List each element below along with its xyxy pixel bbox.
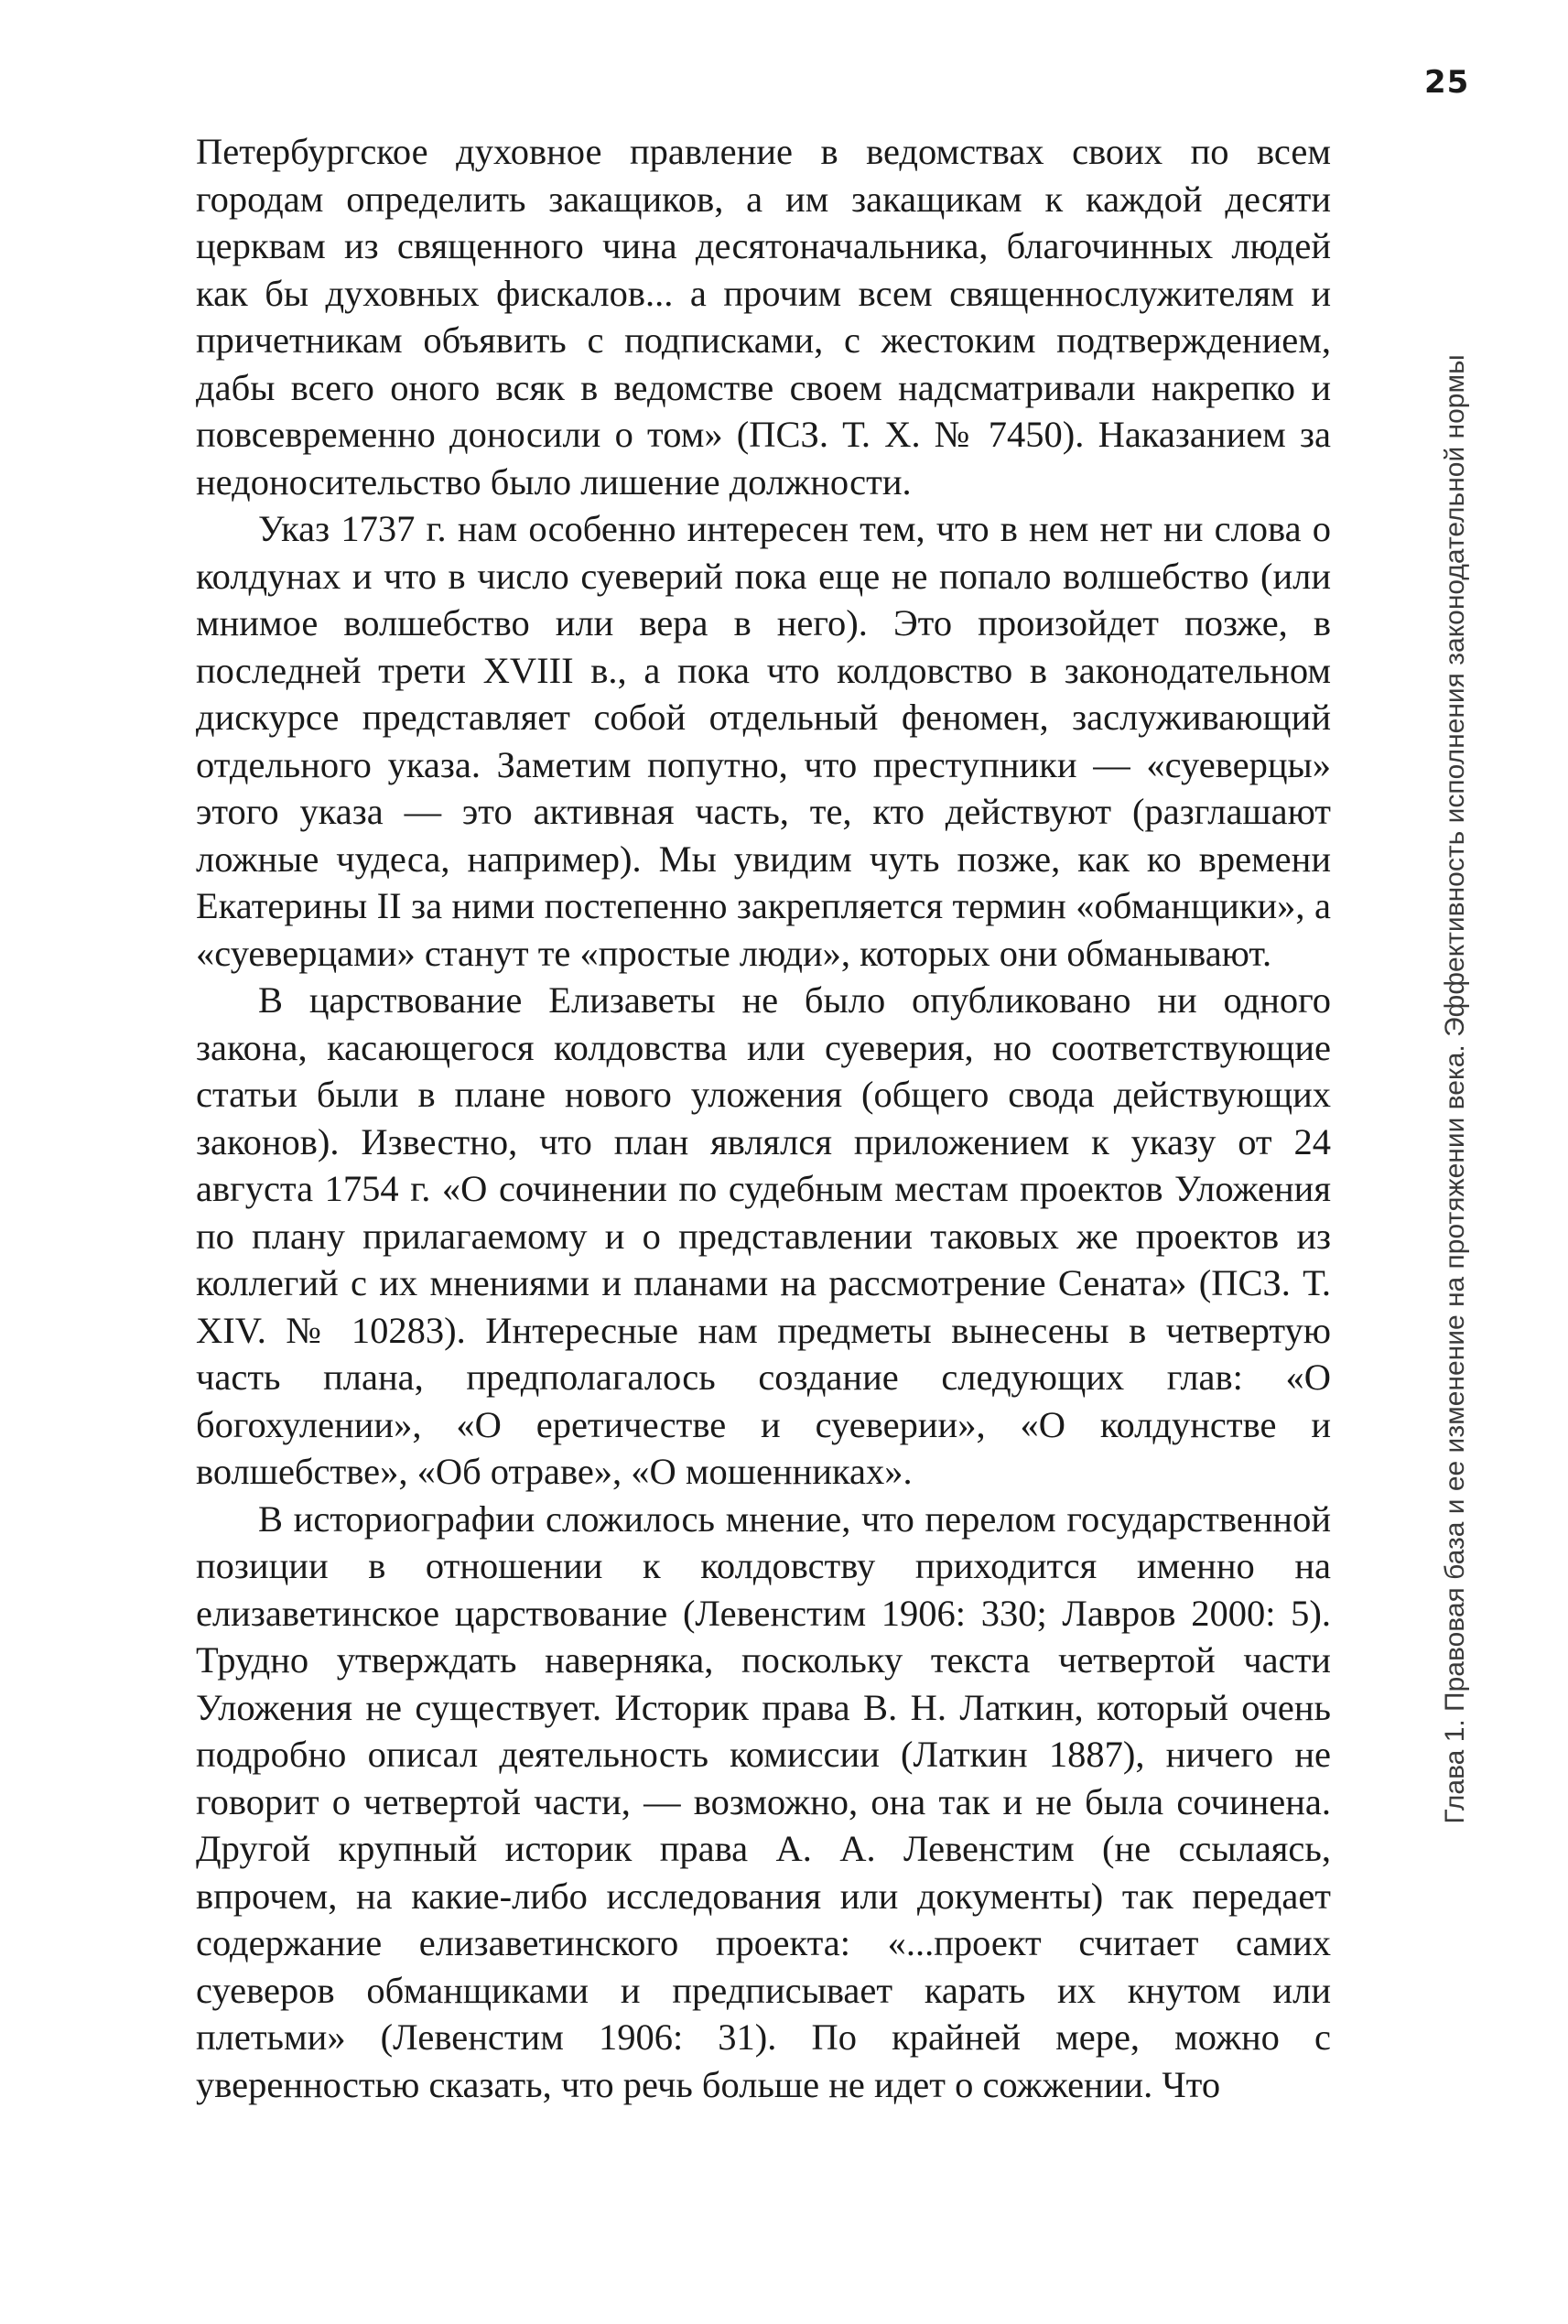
paragraph: В историографии сложилось мнение, что перелом государственной позиции в отношении к колдовству приходится именно на елизаветинское царствование (Левенстим 1906: 330; Лавров 2000: 5). Трудно утверждать наверняка, поскольку текста четвертой части Уложения не существует. Историк права В. Н. Латкин, который очень подробно описал деятельность комиссии (Латкин 1887), ничего не говорит о четвертой части, — возможно, она так и не была сочинена. Другой крупный историк права А. А. Левенстим (не ссылаясь, впрочем, на какие-либо исследования или документы) так передает содержание елизаветинского проекта: «...проект считает самих суеверов обманщиками и предписывает карать их кнутом или плетьми» (Левенстим 1906: 31). По крайней мере, можно с уверенностью сказать, что речь больше не идет о сожжении. Что [196, 1497, 1331, 2105]
running-head: Глава 1. Правовая база и ее изменение на протяжении века. Эффективность исполнения законодательной нормы [1440, 354, 1470, 1824]
page-number: 25 [1424, 64, 1470, 101]
body-text [196, 128, 1331, 2108]
paragraph: Указ 1737 г. нам особенно интересен тем, что в нем нет ни слова о колдунах и что в число суеверий пока еще не попало волшебство (или мнимое волшебство или вера в него). Это произойдет позже, в последней трети XVIII в., а пока что колдовство в законодательном дискурсе представляет собой отдельный феномен, заслуживающий отдельного указа. Заметим попутно, что преступники — «суеверцы» этого указа — это активная часть, те, кто действуют (разглашают ложные чудеса, например). Мы увидим чуть позже, как ко времени Екатерины II за ними постепенно закрепляется термин «обманщики», а «суеверцами» станут те «простые люди», которых они обманывают. [196, 508, 1331, 974]
paragraph: Петербургское духовное правление в ведомствах своих по всем городам определить закащиков, а им закащикам к каждой десяти церквам из священного чина десятоначальника, благочинных людей как бы духовных фискалов... а прочим всем священнослужителям и причетникам объявить с подписками, с жестоким подтверждением, дабы всего оного всяк в ведомстве своем надсматривали накрепко и повсевременно доносили о том» (ПСЗ. Т. X. № 7450). Наказанием за недоносительство было лишение должности. [196, 131, 1331, 503]
paragraph: В царствование Елизаветы не было опубликовано ни одного закона, касающегося колдовства или суеверия, но соответствующие статьи были в плане нового уложения (общего свода действующих законов). Известно, что план являлся приложением к указу от 24 августа 1754 г. «О сочинении по судебным местам проектов Уложения по плану прилагаемому и о представлении таковых же проектов из коллегий с их мнениями и планами на рассмотрение Сената» (ПСЗ. Т. XIV. № 10283). Интересные нам предметы вынесены в четвертую часть плана, предполагалось создание следующих глав: «О богохулении», «О еретичестве и суеверии», «О колдунстве и волшебстве», «Об отраве», «О мошенниках». [196, 979, 1331, 1492]
